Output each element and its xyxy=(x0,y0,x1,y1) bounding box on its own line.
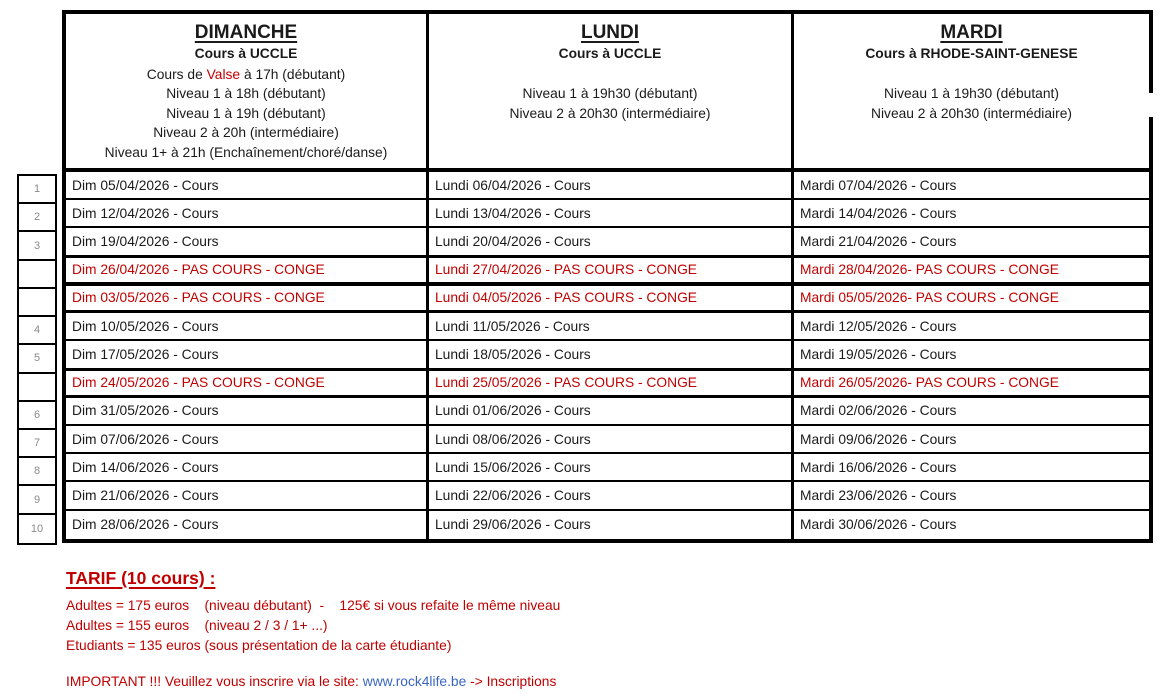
schedule-cell: Lundi 18/05/2026 - Cours xyxy=(426,341,791,367)
schedule-row xyxy=(66,426,1149,454)
schedule-cell: Lundi 08/06/2026 - Cours xyxy=(426,426,791,452)
schedule-cell: Dim 26/04/2026 - PAS COURS - CONGE xyxy=(72,261,325,277)
schedule-cell: Dim 19/04/2026 - Cours xyxy=(72,234,219,250)
schedule-row-holiday xyxy=(66,370,1149,398)
row-number: 8 xyxy=(19,458,55,486)
row-number: 1 xyxy=(19,176,55,204)
course-level-line-valse xyxy=(66,65,426,84)
schedule-cell: Mardi 28/04/2026- PAS COURS - CONGE xyxy=(791,257,1149,282)
row-number: 10 xyxy=(30,522,44,535)
schedule-cell: Dim 31/05/2026 - Cours xyxy=(72,403,219,419)
schedule-cell: Dim 17/05/2026 - Cours xyxy=(72,346,219,362)
schedule-cell: Mardi 07/04/2026 - Cours xyxy=(791,172,1149,198)
schedule-cell: Lundi 15/06/2026 - Cours xyxy=(426,454,791,480)
course-level-line: Niveau 1 à 19h30 (débutant) xyxy=(884,86,1059,102)
schedule-cell: Lundi 06/04/2026 - Cours xyxy=(426,172,791,198)
course-level-line xyxy=(794,65,1149,84)
row-number: 2 xyxy=(19,204,55,232)
schedule-cell: Dim 14/06/2026 - Cours xyxy=(72,459,219,475)
course-location: Cours à RHODE-SAINT-GENESE xyxy=(865,46,1078,61)
schedule-row xyxy=(66,341,1149,369)
schedule-cell: Mardi 14/04/2026 - Cours xyxy=(791,200,1149,226)
website-link[interactable]: www.rock4life.be xyxy=(362,674,467,689)
row-number xyxy=(19,374,55,402)
row-number: 7 xyxy=(19,430,55,458)
course-location: Cours à UCCLE xyxy=(558,46,662,61)
course-level-line: Niveau 2 à 20h30 (intermédiaire) xyxy=(509,105,711,121)
course-level-line: Niveau 1+ à 21h (Enchaînement/choré/danse) xyxy=(104,144,388,160)
schedule-table xyxy=(62,10,1153,543)
schedule-cell: Dim 12/04/2026 - Cours xyxy=(72,205,219,221)
table-body xyxy=(66,172,1149,539)
table-header-row xyxy=(66,14,1149,172)
important-suffix: -> Inscriptions xyxy=(466,674,557,689)
schedule-cell: Lundi 20/04/2026 - Cours xyxy=(426,228,791,254)
schedule-cell: Dim 21/06/2026 - Cours xyxy=(72,488,219,504)
tarif-line-adultes-debutant: Adultes = 175 euros (niveau débutant) - 125€ si vous refaite le même niveau xyxy=(66,598,561,613)
course-level-line xyxy=(429,143,791,162)
course-level-line xyxy=(429,65,791,84)
schedule-cell: Mardi 19/05/2026 - Cours xyxy=(791,341,1149,367)
schedule-cell: Dim 05/04/2026 - Cours xyxy=(72,177,219,193)
day-title: DIMANCHE xyxy=(194,22,298,43)
schedule-row xyxy=(66,398,1149,426)
schedule-row xyxy=(66,313,1149,341)
schedule-cell: Mardi 30/06/2026 - Cours xyxy=(791,511,1149,539)
tarif-section xyxy=(66,567,560,657)
schedule-row xyxy=(66,511,1149,539)
day-header-lundi xyxy=(426,14,791,168)
row-number: 9 xyxy=(19,486,55,514)
schedule-row xyxy=(66,200,1149,228)
schedule-cell: Mardi 09/06/2026 - Cours xyxy=(791,426,1149,452)
course-level-line: Niveau 2 à 20h30 (intermédiaire) xyxy=(871,105,1072,121)
schedule-cell: Lundi 22/06/2026 - Cours xyxy=(426,482,791,508)
important-prefix: IMPORTANT !!! Veuillez vous inscrire via le site: xyxy=(66,674,363,689)
day-header-mardi xyxy=(791,14,1149,168)
schedule-row xyxy=(66,454,1149,482)
important-note xyxy=(66,674,556,689)
row-number xyxy=(19,261,55,289)
schedule-cell: Lundi 29/06/2026 - Cours xyxy=(426,511,791,539)
course-level-line: Niveau 1 à 19h (débutant) xyxy=(166,105,326,121)
day-title: MARDI xyxy=(940,22,1003,43)
schedule-cell: Lundi 04/05/2026 - PAS COURS - CONGE xyxy=(426,285,791,310)
day-title: LUNDI xyxy=(580,22,640,43)
row-number: 4 xyxy=(19,317,55,345)
course-level-line xyxy=(429,123,791,142)
valse-highlight: Valse xyxy=(206,67,241,82)
row-number: 6 xyxy=(19,402,55,430)
schedule-cell: Dim 28/06/2026 - Cours xyxy=(72,517,219,533)
schedule-cell: Lundi 01/06/2026 - Cours xyxy=(426,398,791,424)
course-line-suffix: à 17h (débutant) xyxy=(240,67,346,82)
schedule-row xyxy=(66,172,1149,200)
schedule-cell: Mardi 26/05/2026- PAS COURS - CONGE xyxy=(791,370,1149,395)
schedule-cell: Dim 10/05/2026 - Cours xyxy=(72,318,219,334)
row-number: 5 xyxy=(19,345,55,373)
tarif-line-adultes-niveau2: Adultes = 155 euros (niveau 2 / 3 / 1+ ...) xyxy=(66,618,328,634)
day-header-dimanche xyxy=(66,14,426,168)
course-level-line: Niveau 1 à 19h30 (débutant) xyxy=(522,86,698,102)
schedule-cell: Dim 24/05/2026 - PAS COURS - CONGE xyxy=(72,374,325,390)
schedule-cell: Mardi 02/06/2026 - Cours xyxy=(791,398,1149,424)
schedule-cell: Mardi 12/05/2026 - Cours xyxy=(791,313,1149,339)
row-number xyxy=(19,289,55,317)
schedule-cell: Mardi 16/06/2026 - Cours xyxy=(791,454,1149,480)
schedule-cell: Mardi 21/04/2026 - Cours xyxy=(791,228,1149,254)
schedule-row-holiday xyxy=(66,257,1149,285)
tarif-line-etudiants: Etudiants = 135 euros (sous présentation de la carte étudiante) xyxy=(66,638,452,654)
course-level-line: Niveau 1 à 18h (débutant) xyxy=(166,86,326,102)
schedule-cell: Lundi 25/05/2026 - PAS COURS - CONGE xyxy=(426,370,791,395)
course-line-prefix: Cours de xyxy=(146,67,207,82)
schedule-cell: Mardi 23/06/2026 - Cours xyxy=(791,482,1149,508)
schedule-cell: Lundi 13/04/2026 - Cours xyxy=(426,200,791,226)
schedule-cell: Lundi 11/05/2026 - Cours xyxy=(426,313,791,339)
border-notch xyxy=(1147,93,1160,117)
tarif-title: TARIF (10 cours) : xyxy=(66,568,216,588)
row-number: 3 xyxy=(19,232,55,260)
course-location: Cours à UCCLE xyxy=(194,46,298,61)
schedule-row xyxy=(66,228,1149,256)
schedule-cell: Mardi 05/05/2026- PAS COURS - CONGE xyxy=(791,285,1149,310)
row-number-column xyxy=(17,174,57,545)
schedule-row xyxy=(66,482,1149,510)
schedule-cell: Dim 07/06/2026 - Cours xyxy=(72,431,219,447)
course-level-line xyxy=(794,123,1149,142)
schedule-cell: Dim 03/05/2026 - PAS COURS - CONGE xyxy=(72,289,325,305)
course-level-line: Niveau 2 à 20h (intermédiaire) xyxy=(153,125,339,141)
schedule-cell: Lundi 27/04/2026 - PAS COURS - CONGE xyxy=(426,257,791,282)
schedule-row-holiday xyxy=(66,285,1149,313)
course-level-line xyxy=(794,143,1149,162)
